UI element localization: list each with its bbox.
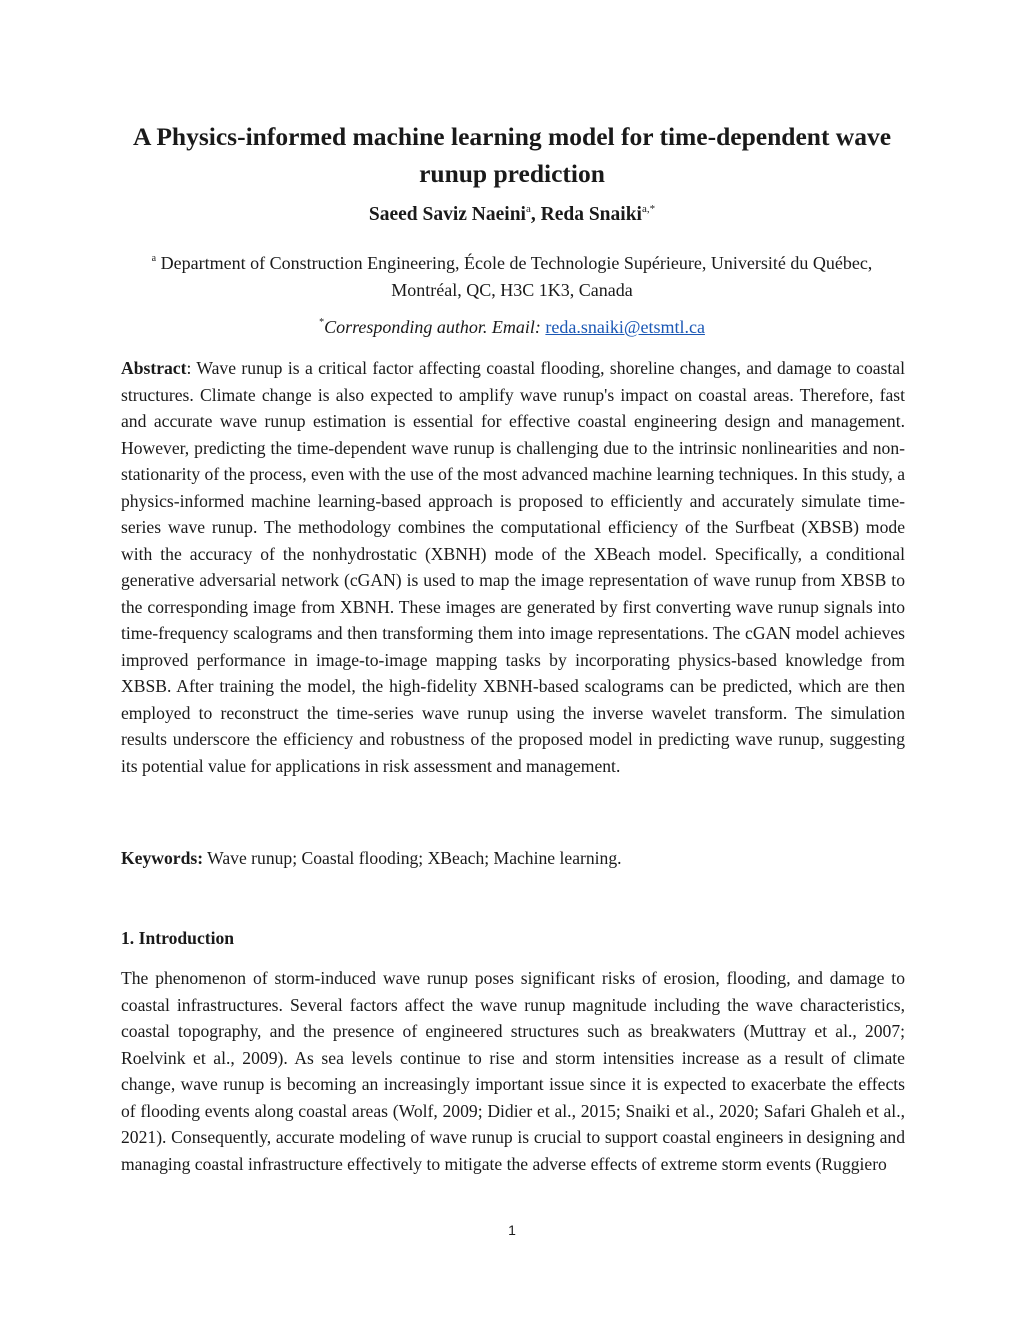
introduction-paragraph: The phenomenon of storm-induced wave runup poses significant risks of erosion, flooding, and damage to coastal infrastructures. Several factors affect the wave runup magnitude including the wave characteristics, coastal topography, and the presence of engineered structures such as breakwaters (Muttray et al., 2007; Roelvink et al., 2009). As sea levels continue to rise and storm intensities increase as a result of climate change, wave runup is becoming an increasingly important issue since it is expected to exacerbate the effects of flooding events along coastal areas (Wolf, 2009; Didier et al., 2015; Snaiki et al., 2020; Safari Ghaleh et al., 2021). Consequently, accurate modeling of wave runup is crucial to support coastal engineers in designing and managing coastal infrastructure effectively to mitigate the adverse effects of extreme storm events (Ruggiero bbox=[121, 968, 905, 1174]
author-name: Saeed Saviz Naeini bbox=[368, 204, 526, 225]
abstract-text: : Wave runup is a critical factor affecting coastal flooding, shoreline changes, and damage to coastal structures. Climate change is also expected to amplify wave runup's impact on coastal areas. Therefore, fast and accurate wave runup estimation is essential for effective coastal engineering design and management. However, predicting the time-dependent wave runup is challenging due to the intrinsic nonlinearities and non-stationarity of the process, even with the use of the most advanced machine learning techniques. In this study, a physics-informed machine learning-based approach is proposed to efficiently and accurately simulate time-series wave runup. The methodology combines the computational efficiency of the Surfbeat (XBSB) mode with the accuracy of the nonhydrostatic (XBNH) mode of the XBeach model. Specifically, a conditional generative adversarial network (cGAN) is used to map the image representation of wave runup from XBSB to the corresponding image from XBNH. These images are generated by first converting wave runup signals into time-frequency scalograms and then transforming them into image representations. The cGAN model achieves improved performance in image-to-image mapping tasks by incorporating physics-based knowledge from XBSB. After training the model, the high-fidelity XBNH-based scalograms can be predicted, which are then employed to reconstruct the time-series wave runup using the inverse wavelet transform. The simulation results underscore the efficiency and robustness of the proposed model in predicting wave runup, suggesting its potential value for applications in risk assessment and management. bbox=[121, 358, 906, 776]
paper-title: A Physics-informed machine learning model for time-dependent wave runup prediction bbox=[132, 122, 892, 188]
page-number: 1 bbox=[508, 1222, 516, 1238]
corresponding-label: Corresponding author. Email: bbox=[324, 317, 546, 337]
author-separator: , bbox=[530, 204, 541, 225]
abstract bbox=[121, 355, 905, 779]
affiliation-mark: a bbox=[151, 253, 157, 264]
author-name: Reda Snaiki bbox=[540, 204, 642, 225]
corresponding-email-link[interactable]: reda.snaiki@etsmtl.ca bbox=[545, 317, 705, 337]
keywords-label: Keywords: bbox=[121, 848, 204, 868]
abstract-label: Abstract bbox=[121, 358, 187, 378]
keywords bbox=[121, 845, 905, 871]
section-heading-introduction: 1. Introduction bbox=[121, 928, 235, 948]
corresponding-author bbox=[120, 314, 904, 340]
affiliation bbox=[120, 250, 904, 304]
author-affiliation-mark: a bbox=[525, 203, 531, 215]
corresponding-mark: * bbox=[319, 317, 325, 328]
keywords-text: Wave runup; Coastal flooding; XBeach; Machine learning. bbox=[203, 848, 622, 868]
author-list bbox=[100, 202, 924, 228]
author-affiliation-mark: a,* bbox=[641, 203, 656, 215]
affiliation-text: Department of Construction Engineering, École de Technologie Supérieure, Université du Québec, Montréal, QC, H3C 1K3, Canada bbox=[156, 253, 873, 300]
